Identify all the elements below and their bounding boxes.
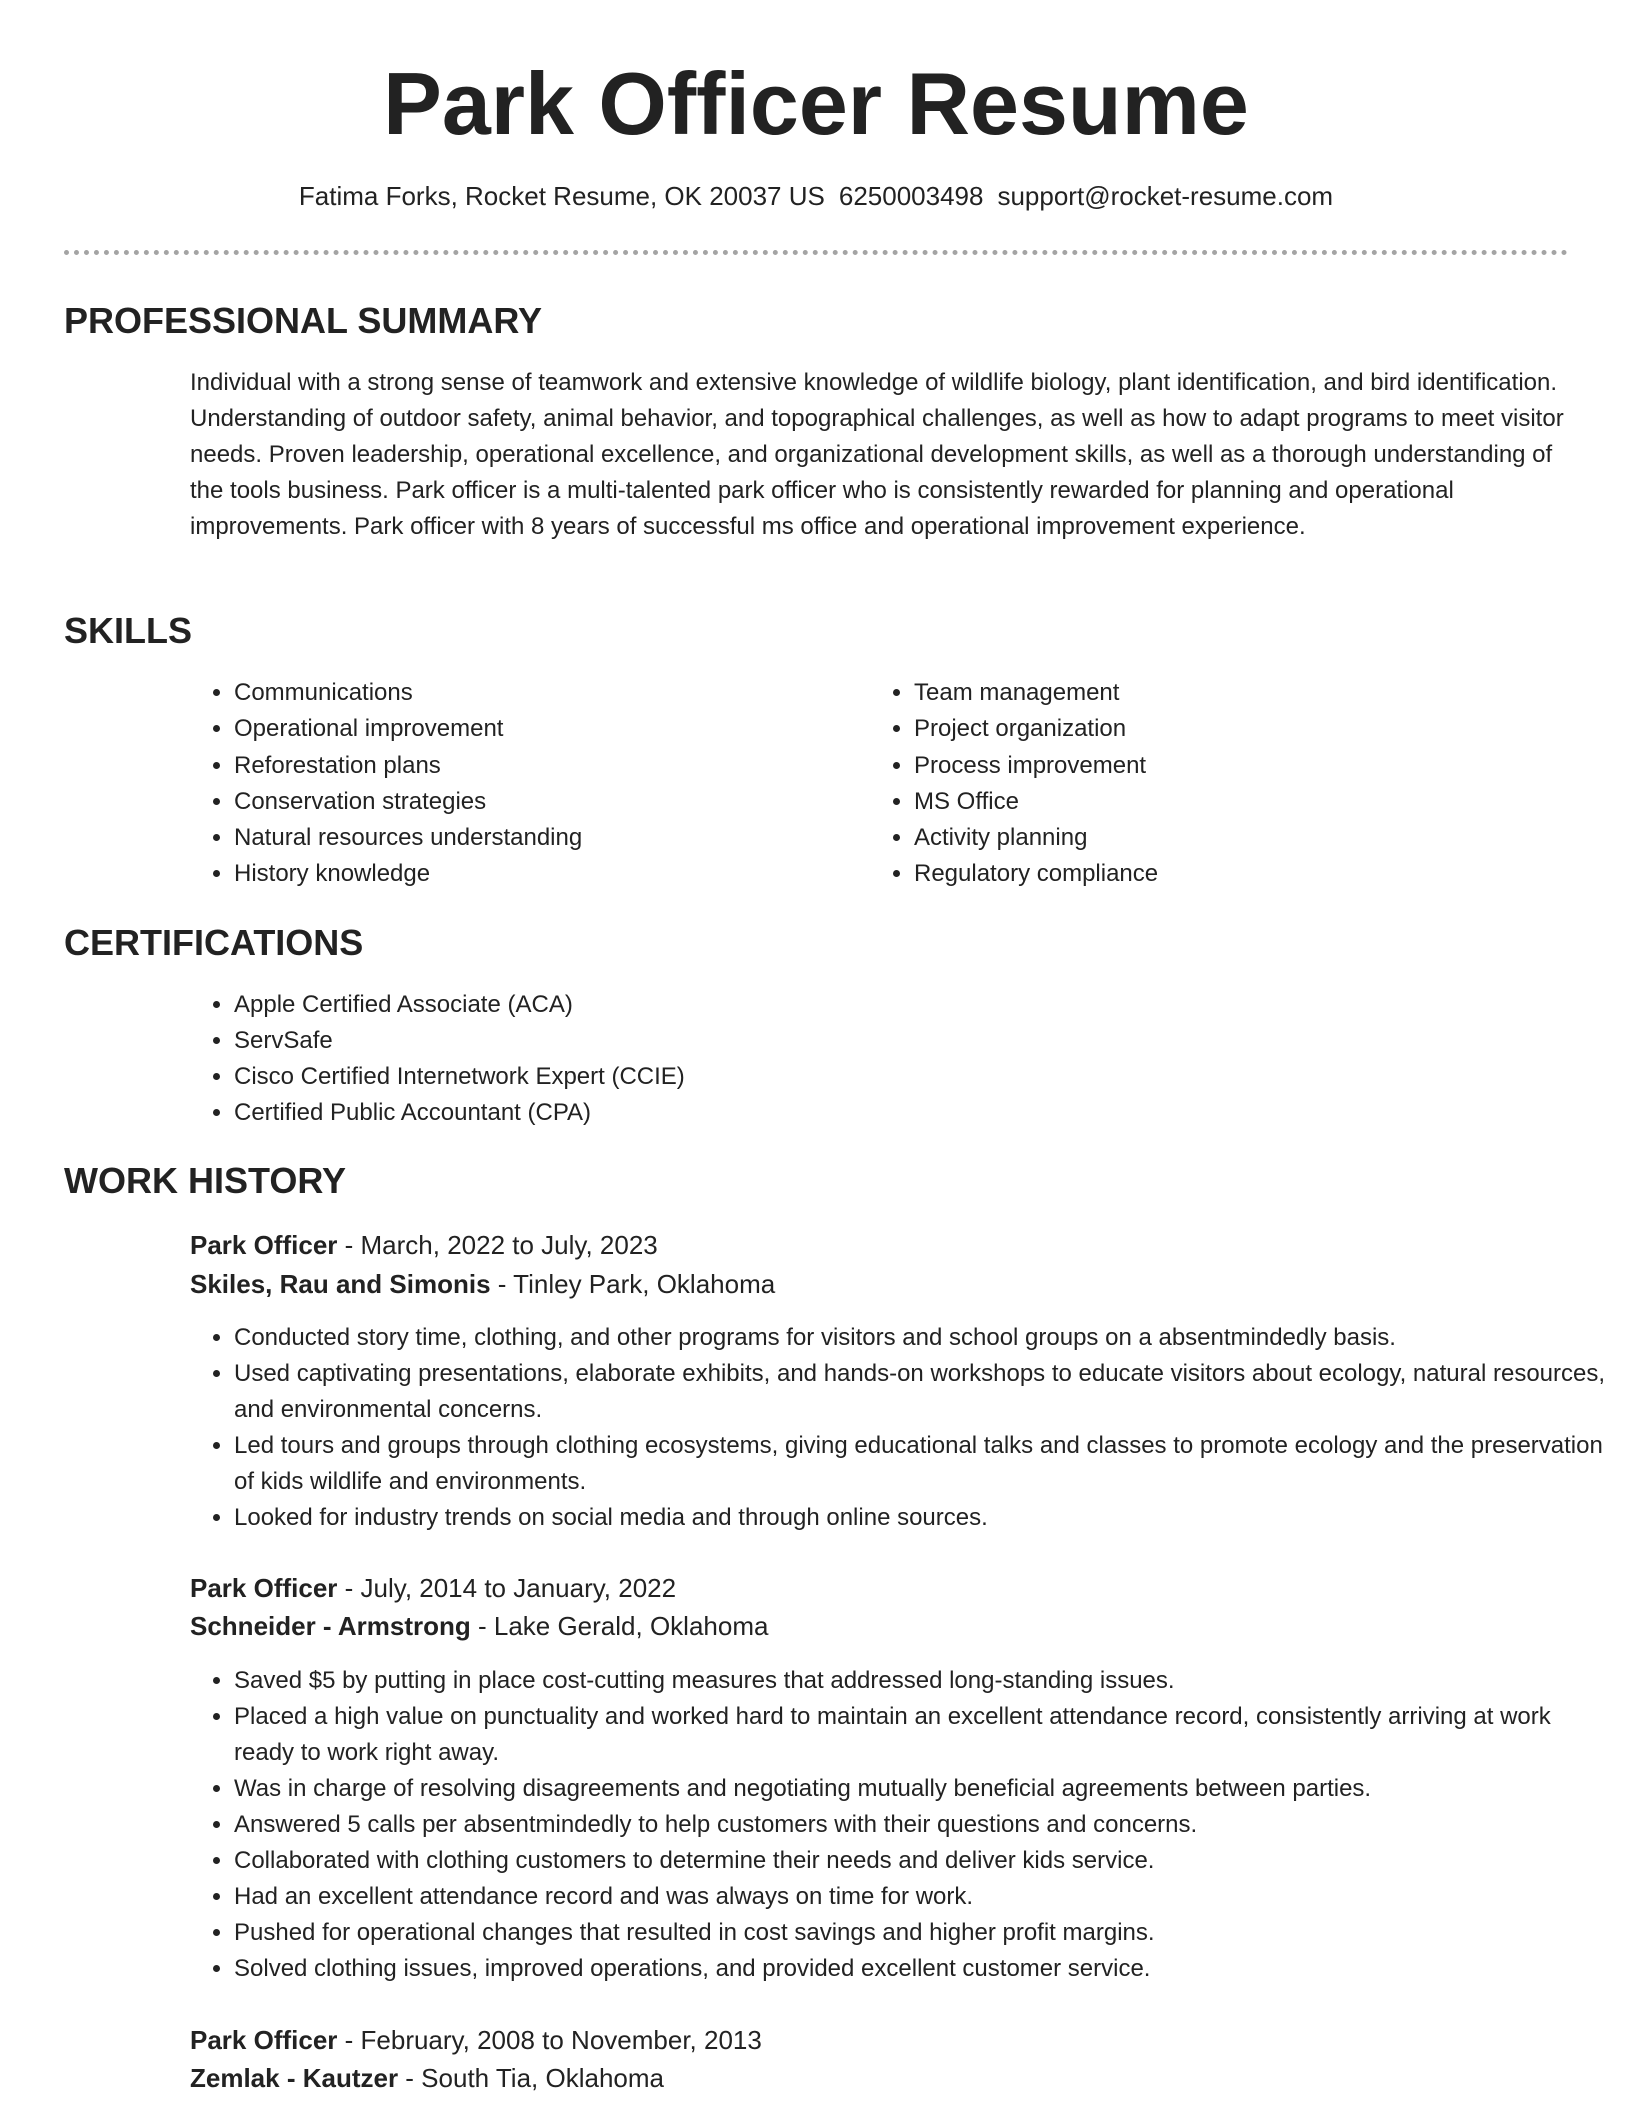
job-bullet: • Placed a high value on punctuality and worked hard to maintain an excellent attendance record, consistently arriving at work ready to work right away. bbox=[234, 1699, 1614, 1771]
skill-item: • Project organization bbox=[914, 711, 1534, 747]
job-bullet: • Saved $5 by putting in place cost-cutting measures that addressed long-standing issues. bbox=[234, 1663, 1614, 1699]
contact-line bbox=[0, 178, 1632, 214]
job-bullet: • Collaborated with clothing customers to determine their needs and deliver kids service. bbox=[234, 1843, 1614, 1879]
job-bullet: • Was in charge of resolving disagreements and negotiating mutually beneficial agreements between parties. bbox=[234, 1771, 1614, 1807]
skill-item: • Process improvement bbox=[914, 748, 1534, 784]
job-location: - Tinley Park, Oklahoma bbox=[490, 1269, 776, 1299]
contact-email[interactable]: support@rocket-resume.com bbox=[997, 181, 1334, 211]
contact-phone: 6250003498 bbox=[838, 181, 984, 211]
job-bullets bbox=[190, 1320, 1614, 1536]
certification-item: • Cisco Certified Internetwork Expert (CCIE) bbox=[234, 1059, 1614, 1095]
job-bullet: • Led tours and groups through clothing ecosystems, giving educational talks and classes to promote ecology and the preservation of kids wildlife and environments. bbox=[234, 1428, 1614, 1500]
skill-item: • Conservation strategies bbox=[234, 784, 854, 820]
job-company-line bbox=[190, 1266, 1570, 1302]
job-dates: - March, 2022 to July, 2023 bbox=[337, 1230, 658, 1260]
skill-item: • Communications bbox=[234, 675, 854, 711]
job-bullet: • Looked for industry trends on social media and through online sources. bbox=[234, 1500, 1614, 1536]
job-location: - Lake Gerald, Oklahoma bbox=[470, 1611, 769, 1641]
job-company: Skiles, Rau and Simonis bbox=[190, 1269, 491, 1299]
job-dates: - July, 2014 to January, 2022 bbox=[337, 1573, 677, 1603]
job-bullet: • Answered 5 calls per absentmindedly to help customers with their questions and concerns. bbox=[234, 1807, 1614, 1843]
work-history-heading: WORK HISTORY bbox=[64, 1160, 347, 1201]
certification-item: • ServSafe bbox=[234, 1023, 1614, 1059]
certifications-list bbox=[190, 987, 1614, 1131]
job-company: Zemlak - Kautzer bbox=[190, 2063, 399, 2093]
skill-item: • History knowledge bbox=[234, 856, 854, 892]
summary-text: Individual with a strong sense of teamwork and extensive knowledge of wildlife biology, plant identification, and bird identification. Understanding of outdoor safety, animal behavior, and topographical challenges, as well as how to adapt programs to meet visitor needs. Proven leadership, operational excellence, and organizational development skills, as well as a thorough understanding of the tools business. Park officer is a multi-talented park officer who is consistently rewarded for planning and operational improvements. Park officer with 8 years of successful ms office and operational improvement experience. bbox=[190, 369, 1564, 540]
skills-list-left bbox=[190, 675, 854, 893]
skill-item: • Reforestation plans bbox=[234, 748, 854, 784]
skill-item: • Natural resources understanding bbox=[234, 820, 854, 856]
job-company-line bbox=[190, 1608, 1570, 1644]
job-title: Park Officer bbox=[190, 1573, 338, 1603]
job-title: Park Officer bbox=[190, 2025, 338, 2055]
job-title-line bbox=[190, 2022, 1570, 2058]
skill-item: • Team management bbox=[914, 675, 1534, 711]
job-bullet: • Pushed for operational changes that resulted in cost savings and higher profit margins. bbox=[234, 1915, 1614, 1951]
certification-item: • Apple Certified Associate (ACA) bbox=[234, 987, 1614, 1023]
skill-item: • MS Office bbox=[914, 784, 1534, 820]
certifications-heading: CERTIFICATIONS bbox=[64, 922, 364, 963]
certification-item: • Certified Public Accountant (CPA) bbox=[234, 1095, 1614, 1131]
job-bullet: • Conducted story time, clothing, and other programs for visitors and school groups on a absentmindedly basis. bbox=[234, 1320, 1614, 1356]
skills-heading: SKILLS bbox=[64, 610, 193, 651]
job-bullets bbox=[190, 1663, 1614, 1987]
job-company-line bbox=[190, 2060, 1570, 2096]
skill-item: • Operational improvement bbox=[234, 711, 854, 747]
page-title: Park Officer Resume bbox=[383, 54, 1249, 153]
job-dates: - February, 2008 to November, 2013 bbox=[337, 2025, 762, 2055]
job-company: Schneider - Armstrong bbox=[190, 1611, 471, 1641]
job-bullet: • Had an excellent attendance record and was always on time for work. bbox=[234, 1879, 1614, 1915]
header-divider bbox=[64, 250, 1568, 255]
job-bullet: • Used captivating presentations, elaborate exhibits, and hands-on workshops to educate visitors about ecology, natural resources, and environmental concerns. bbox=[234, 1356, 1614, 1428]
job-title: Park Officer bbox=[190, 1230, 338, 1260]
job-location: - South Tia, Oklahoma bbox=[398, 2063, 664, 2093]
skills-list-right bbox=[870, 675, 1534, 893]
job-title-line bbox=[190, 1227, 1570, 1263]
job-title-line bbox=[190, 1570, 1570, 1606]
contact-address: Fatima Forks, Rocket Resume, OK 20037 US bbox=[298, 181, 825, 211]
skill-item: • Activity planning bbox=[914, 820, 1534, 856]
skill-item: • Regulatory compliance bbox=[914, 856, 1534, 892]
job-bullet: • Solved clothing issues, improved operations, and provided excellent customer service. bbox=[234, 1951, 1614, 1987]
summary-heading: PROFESSIONAL SUMMARY bbox=[64, 300, 543, 341]
